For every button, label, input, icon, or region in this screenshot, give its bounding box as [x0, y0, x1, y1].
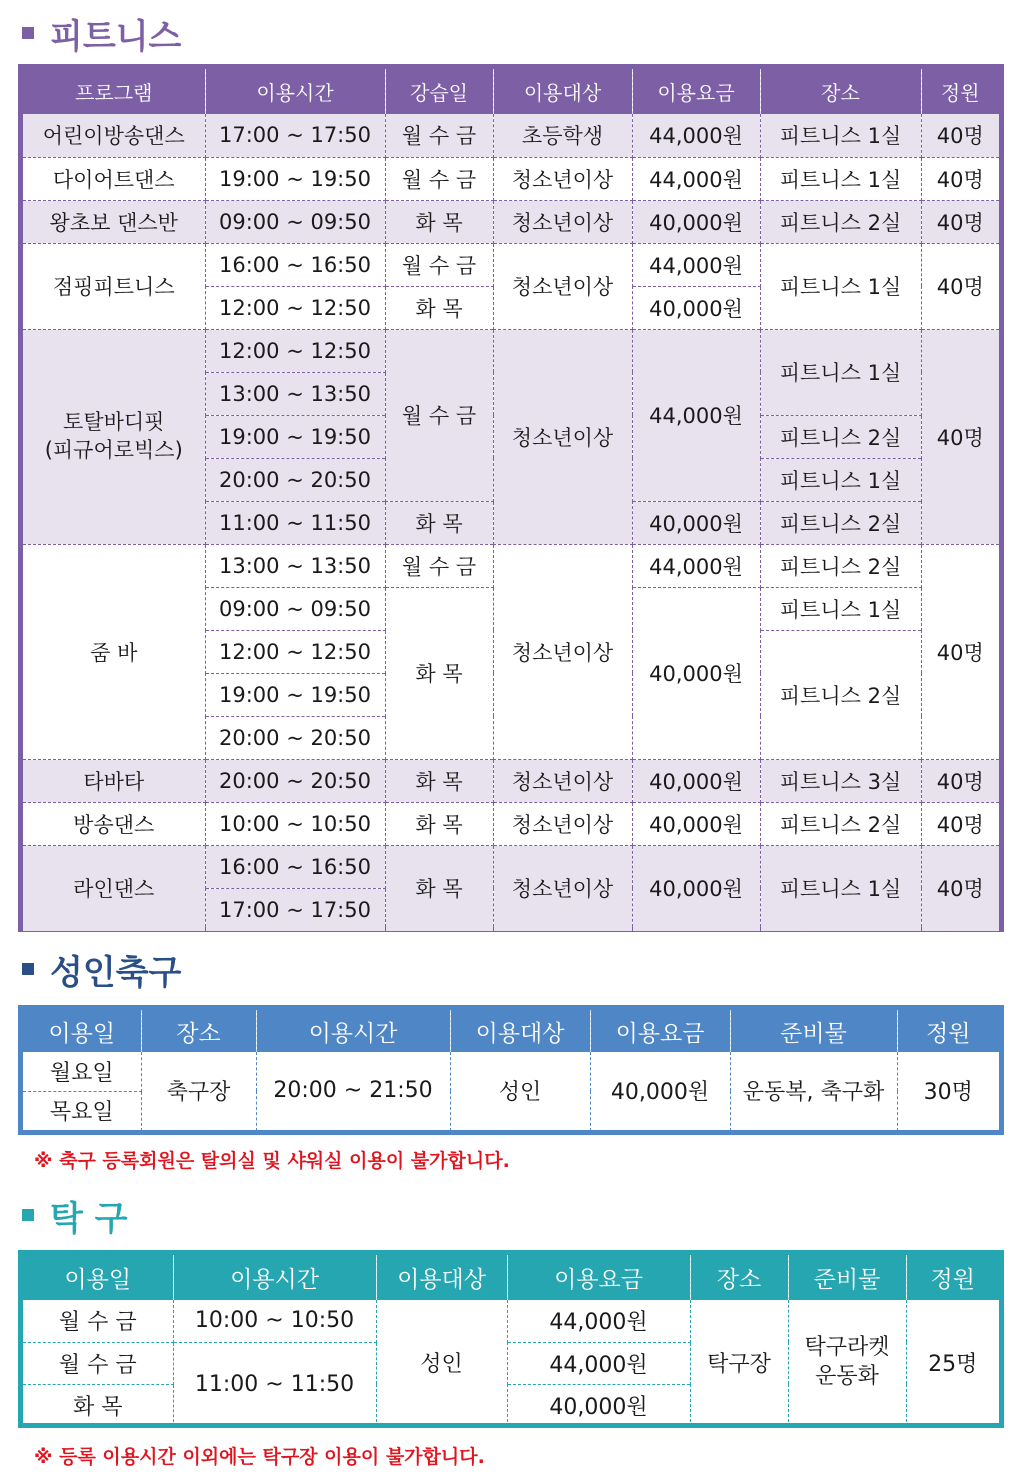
capacity-cell: 40명 [921, 759, 999, 802]
days-cell: 화 목 [385, 501, 493, 544]
capacity-cell: 40명 [921, 329, 999, 544]
target-cell: 청소년이상 [493, 845, 632, 931]
fee-cell: 40,000원 [632, 587, 760, 759]
fee-cell: 40,000원 [632, 802, 760, 845]
header-fee: 이용요금 [507, 1255, 690, 1300]
table-row [23, 845, 999, 888]
header-fee: 이용요금 [590, 1010, 730, 1052]
place-cell: 피트니스 3실 [760, 759, 921, 802]
header-target: 이용대상 [376, 1255, 507, 1300]
header-program: 프로그램 [23, 69, 205, 114]
target-cell: 청소년이상 [493, 759, 632, 802]
time-cell: 19:00 ~ 19:50 [205, 157, 385, 200]
place-cell: 피트니스 2실 [760, 200, 921, 243]
capacity-cell: 40명 [921, 845, 999, 931]
soccer-note: ※ 축구 등록회원은 탈의실 및 샤워실 이용이 불가합니다. [34, 1150, 510, 1172]
days-cell: 월 수 금 [385, 157, 493, 200]
table-tennis-section-title [22, 1190, 128, 1240]
fee-cell: 44,000원 [632, 157, 760, 200]
header-items: 준비물 [788, 1255, 906, 1300]
days-cell: 화 목 [23, 1384, 173, 1426]
target-cell: 청소년이상 [493, 802, 632, 845]
fitness-title: 피트니스 [50, 16, 182, 57]
table-tennis-header-row [23, 1255, 999, 1300]
program-name-line1: 토탈바디핏 [63, 410, 165, 435]
fee-cell: 44,000원 [632, 243, 760, 286]
program-name: 타바타 [23, 759, 205, 802]
fee-cell: 40,000원 [632, 200, 760, 243]
time-cell: 16:00 ~ 16:50 [205, 845, 385, 888]
capacity-cell: 25명 [906, 1300, 999, 1426]
items-line1: 탁구라켓 [804, 1335, 890, 1361]
time-cell: 16:00 ~ 16:50 [205, 243, 385, 286]
days-cell: 월 수 금 [23, 1342, 173, 1384]
target-cell: 성인 [450, 1052, 590, 1130]
header-capacity: 정원 [921, 69, 999, 114]
place-cell: 피트니스 2실 [760, 501, 921, 544]
table-row [23, 157, 999, 200]
days-cell: 월 수 금 [385, 329, 493, 501]
items-cell [788, 1300, 906, 1426]
header-days: 강습일 [385, 69, 493, 114]
target-cell: 청소년이상 [493, 200, 632, 243]
place-cell: 피트니스 1실 [760, 587, 921, 630]
table-row [23, 544, 999, 587]
days-cell: 월 수 금 [385, 243, 493, 286]
table-row [23, 1052, 999, 1091]
soccer-section-title [22, 944, 181, 994]
place-cell: 피트니스 2실 [760, 415, 921, 458]
capacity-cell: 30명 [897, 1052, 999, 1130]
place-cell: 피트니스 2실 [760, 802, 921, 845]
program-name [23, 329, 205, 544]
time-cell: 11:00 ~ 11:50 [173, 1342, 376, 1426]
time-cell: 19:00 ~ 19:50 [205, 673, 385, 716]
time-cell: 11:00 ~ 11:50 [205, 501, 385, 544]
days-cell: 화 목 [385, 802, 493, 845]
time-cell: 19:00 ~ 19:50 [205, 415, 385, 458]
program-name: 라인댄스 [23, 845, 205, 931]
table-row [23, 329, 999, 372]
place-cell: 피트니스 1실 [760, 157, 921, 200]
days-cell: 화 목 [385, 845, 493, 931]
program-name: 왕초보 댄스반 [23, 200, 205, 243]
program-name: 다이어트댄스 [23, 157, 205, 200]
soccer-title: 성인축구 [50, 952, 182, 993]
header-time: 이용시간 [173, 1255, 376, 1300]
header-target: 이용대상 [493, 69, 632, 114]
time-cell: 20:00 ~ 20:50 [205, 458, 385, 501]
days-cell: 월 수 금 [385, 114, 493, 157]
header-capacity: 정원 [897, 1010, 999, 1052]
items-line2: 운동화 [815, 1363, 879, 1389]
fitness-section-title [22, 8, 181, 58]
fee-cell: 40,000원 [507, 1384, 690, 1426]
table-tennis-note: ※ 등록 이용시간 이외에는 탁구장 이용이 불가합니다. [34, 1446, 485, 1468]
fitness-header-row [23, 69, 999, 114]
days-cell: 월요일 [23, 1052, 141, 1091]
capacity-cell: 40명 [921, 544, 999, 759]
place-cell: 축구장 [141, 1052, 256, 1130]
days-cell: 화 목 [385, 200, 493, 243]
days-cell: 화 목 [385, 587, 493, 759]
target-cell: 성인 [376, 1300, 507, 1426]
items-cell: 운동복, 축구화 [730, 1052, 897, 1130]
program-name: 방송댄스 [23, 802, 205, 845]
capacity-cell: 40명 [921, 157, 999, 200]
days-cell: 화 목 [385, 286, 493, 329]
fee-cell: 40,000원 [632, 286, 760, 329]
target-cell: 청소년이상 [493, 157, 632, 200]
header-place: 장소 [760, 69, 921, 114]
time-cell: 12:00 ~ 12:50 [205, 329, 385, 372]
table-row [23, 802, 999, 845]
capacity-cell: 40명 [921, 243, 999, 329]
time-cell: 17:00 ~ 17:50 [205, 888, 385, 931]
square-bullet-icon [22, 1209, 34, 1221]
fee-cell: 44,000원 [507, 1300, 690, 1342]
fee-cell: 44,000원 [632, 544, 760, 587]
time-cell: 10:00 ~ 10:50 [205, 802, 385, 845]
time-cell: 10:00 ~ 10:50 [173, 1300, 376, 1342]
fee-cell: 40,000원 [632, 845, 760, 931]
place-cell: 피트니스 1실 [760, 114, 921, 157]
header-days: 이용일 [23, 1010, 141, 1052]
header-target: 이용대상 [450, 1010, 590, 1052]
fee-cell: 44,000원 [507, 1342, 690, 1384]
fee-cell: 40,000원 [632, 501, 760, 544]
time-cell: 09:00 ~ 09:50 [205, 587, 385, 630]
fee-cell: 40,000원 [632, 759, 760, 802]
time-cell: 20:00 ~ 21:50 [256, 1052, 450, 1130]
table-row [23, 114, 999, 157]
time-cell: 12:00 ~ 12:50 [205, 630, 385, 673]
days-cell: 월 수 금 [385, 544, 493, 587]
time-cell: 09:00 ~ 09:50 [205, 200, 385, 243]
target-cell: 청소년이상 [493, 329, 632, 544]
header-time: 이용시간 [256, 1010, 450, 1052]
time-cell: 13:00 ~ 13:50 [205, 544, 385, 587]
header-days: 이용일 [23, 1255, 173, 1300]
square-bullet-icon [22, 27, 34, 39]
table-row [23, 759, 999, 802]
table-tennis-title: 탁 구 [50, 1198, 128, 1239]
table-row [23, 1300, 999, 1342]
target-cell: 청소년이상 [493, 544, 632, 759]
program-name-line2: (피규어로빅스) [44, 437, 183, 462]
header-fee: 이용요금 [632, 69, 760, 114]
program-name: 어린이방송댄스 [23, 114, 205, 157]
place-cell: 피트니스 2실 [760, 544, 921, 587]
program-name: 점핑피트니스 [23, 243, 205, 329]
place-cell: 피트니스 1실 [760, 845, 921, 931]
square-bullet-icon [22, 963, 34, 975]
header-capacity: 정원 [906, 1255, 999, 1300]
place-cell: 피트니스 1실 [760, 458, 921, 501]
time-cell: 17:00 ~ 17:50 [205, 114, 385, 157]
days-cell: 월 수 금 [23, 1300, 173, 1342]
place-cell: 피트니스 1실 [760, 329, 921, 415]
fee-cell: 40,000원 [590, 1052, 730, 1130]
table-row [23, 200, 999, 243]
fitness-table [18, 64, 1004, 932]
fee-cell: 44,000원 [632, 114, 760, 157]
capacity-cell: 40명 [921, 114, 999, 157]
fee-cell: 44,000원 [632, 329, 760, 501]
time-cell: 20:00 ~ 20:50 [205, 759, 385, 802]
capacity-cell: 40명 [921, 802, 999, 845]
header-place: 장소 [690, 1255, 788, 1300]
place-cell: 피트니스 2실 [760, 630, 921, 759]
header-place: 장소 [141, 1010, 256, 1052]
place-cell: 피트니스 1실 [760, 243, 921, 329]
soccer-table [18, 1005, 1004, 1135]
time-cell: 13:00 ~ 13:50 [205, 372, 385, 415]
target-cell: 초등학생 [493, 114, 632, 157]
header-time: 이용시간 [205, 69, 385, 114]
days-cell: 화 목 [385, 759, 493, 802]
days-cell: 목요일 [23, 1091, 141, 1130]
time-cell: 12:00 ~ 12:50 [205, 286, 385, 329]
soccer-header-row [23, 1010, 999, 1052]
target-cell: 청소년이상 [493, 243, 632, 329]
table-row [23, 243, 999, 286]
header-items: 준비물 [730, 1010, 897, 1052]
time-cell: 20:00 ~ 20:50 [205, 716, 385, 759]
place-cell: 탁구장 [690, 1300, 788, 1426]
table-tennis-table [18, 1250, 1004, 1428]
program-name: 줌 바 [23, 544, 205, 759]
capacity-cell: 40명 [921, 200, 999, 243]
